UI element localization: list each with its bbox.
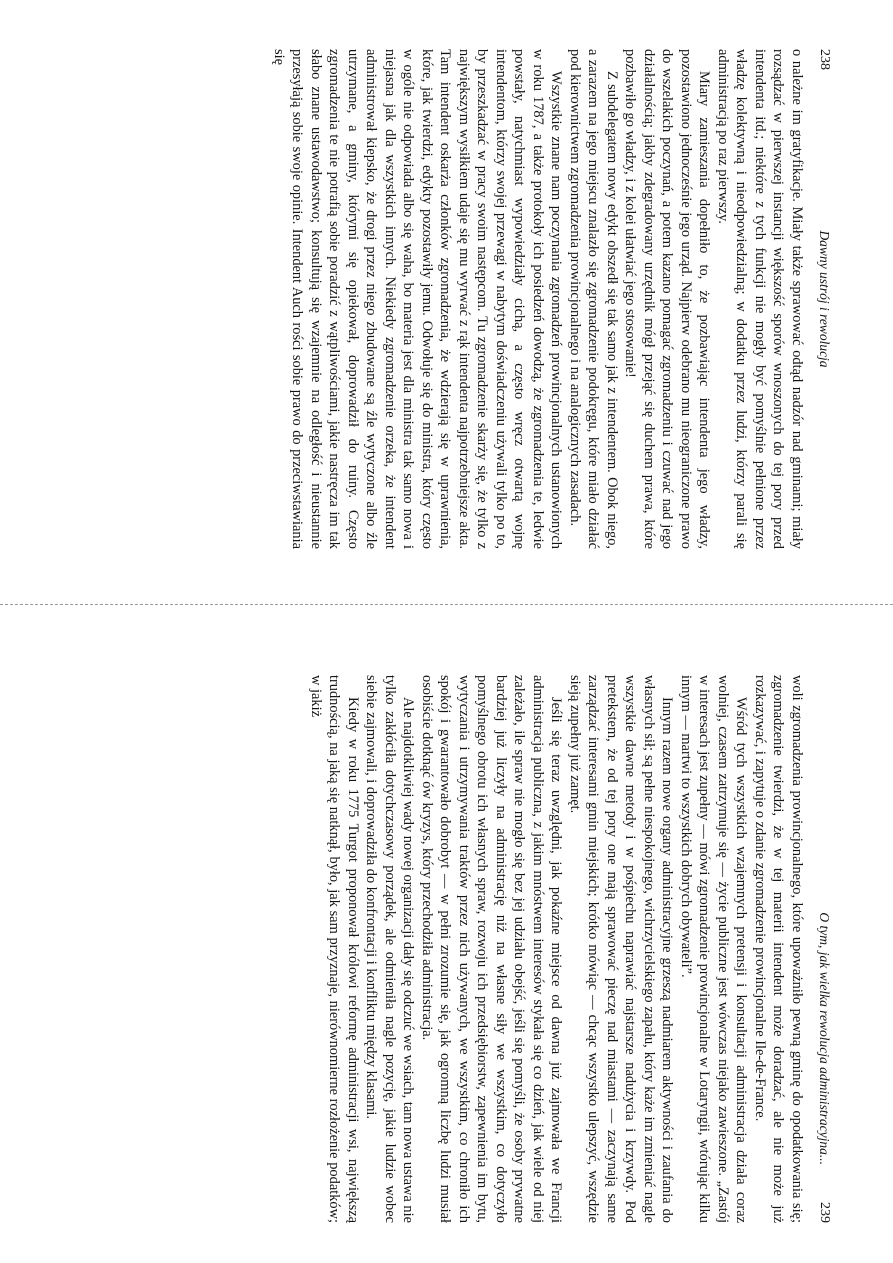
right-running-title: O tym, jak wielka rewolucja administracyjna... — [817, 912, 832, 1165]
right-page — [84, 675, 836, 1223]
page-gutter-line — [0, 604, 893, 605]
left-page-body — [270, 49, 807, 549]
paragraph: Kiedy w roku 1775 Turgot proponował królowi reformę administracji wsi, największą trudnością, na jaką się natknął, było, jak sam przyznaje, nierównomierne rozłożenie podatków; w jakiż — [308, 675, 361, 1223]
right-page-header — [806, 675, 836, 1223]
paragraph: o należne im gratyfikacje. Miały także sprawować odtąd nadzór nad gminami; miały rozsądzać w pierwszej instancji większość sporów wnoszonych do tej pory przed intendenta itd.; niektóre z tych funkcji nie mogły być pomyślnie pełnione przez władzę kolektywną i nieodpowiedzialną; w dodatku przez ludzi, którzy parali się administracją po raz pierwszy. — [715, 49, 805, 549]
paragraph: Wśród tych wszystkich wzajemnych pretensji i konsultacji administracja działa coraz wolniej, czasem zatrzymuje się — życie publiczne jest wówczas niejako zawieszone. „Zastój w interesach jest zupełny — mówi zgromadzenie prowincjonalne w Lotaryngii, wtórując kilku innym — martwi to wszystkich dobrych obywateli”. — [678, 675, 750, 1223]
paragraph: Jeśli się teraz uwzględni, jak pokaźne miejsce od dawna już zajmowała we Francji administracja publiczna, z jakim mnóstwem interesów stykała się co dzień, jak wiele od niej zależało, ile spraw nie mogło się bez jej udziału obejść, jeśli się pomyśli, że osoby prywatne bardziej już liczyły na administrację niż na własne siły we wszystkim, co dotyczyło pomyślnego obrotu ich własnych spraw, rozwoju ich przedsiębiorstw, zapewnienia im bytu, wytyczania i utrzymywania traktów przez nich używanych, we wszystkim, co chroniło ich spokój i gwarantowało dobrobyt — w pełni zrozumie się, jak ogromną liczbę ludzi musiał osobiście dotknąć ów kryzys, który przechodziła administracja. — [419, 675, 565, 1223]
paragraph: Z subdelegatem nowy edykt obszedł się tak samo jak z intendentem. Obok niego, a zarazem na jego miejscu znalazło się zgromadzenie podokręgu, które miało działać pod kierownictwem zgromadzenia prowincjonalnego i na analogicznych zasadach. — [567, 49, 620, 549]
paragraph: Miary zamieszania dopełniło to, że pozbawiając intendenta jego władzy, pozostawiono jednocześnie jego urząd. Najpierw odebrano mu nieograniczone prawo do wszelakich poczynań, a potem kazano pomagać zgromadzeniu i czuwać nad jego działalnością; jakby zdegradowany urzędnik mógł przejąć się duchem prawa, które pozbawiło go władzy, i z kolei ułatwiać jego stosowanie! — [622, 49, 713, 549]
paragraph: woli zgromadzenia prowincjonalnego, które upoważniło pewną gminę do opodatkowania się; zgromadzenie twierdzi, że w tej materii intendent może doradzać, ale nie może już rozkazywać, i zapytuje o zdanie zgromadzenie prowincjonalne Ile-de-France. — [752, 675, 805, 1223]
right-page-number: 239 — [817, 1202, 832, 1223]
right-page-body — [307, 675, 807, 1223]
left-page-number: 238 — [817, 49, 832, 70]
paragraph: Innym razem nowe organy administracyjne grzeszą nadmiarem aktywności i zaufania do własnych sił; są pełne niespokojnego, wichrzycielskiego zapału, który każe im zmieniać nagle wszystkie dawne metody i w pośpiechu naprawiać najstarsze nadużycia i krzywdy. Pod pretekstem, że od tej pory one mają sprawować pieczę nad miastami — zaczynają same zarządzać interesami gmin miejskich; krótko mówiąc — chcąc wszystko ulepszyć, wszędzie sieją zupełny już zamęt. — [567, 675, 676, 1223]
left-page — [84, 49, 836, 549]
left-page-header — [806, 49, 836, 549]
paragraph: Wszystkie znane nam poczynania zgromadzeń prowincjonalnych ustanowionych w roku 1787, a także protokoły ich posiedzeń dowodzą, że zgromadzenia te, ledwie powstały, natychmiast wypowiedziały cichą, a często wręcz otwartą wojnę intendentom, którzy swojej przewagi w nabytym doświadczeniu używali tylko po to, by przeszkadzać w pracy swoim następcom. Tu zgromadzenie skarży się, że tylko z największym wysiłkiem udaje się mu wyrwać z rąk intendenta najpotrzebniejsze akta. Tam intendent oskarża członków zgromadzenia, że wdzierają się w uprawnienia, które, jak twierdzi, edykty pozostawiły jemu. Odwołuje się do ministra, który często w ogóle nie odpowiada albo się waha, bo materia jest dla ministra tak samo nowa i niejasna jak dla wszystkich innych. Niekiedy zgromadzenie orzeka, że intendent administrował kiepsko, że drogi przez niego zbudowane są źle wytyczone albo źle utrzymane, a gminy, którymi się opiekował, doprowadził do ruiny. Często zgromadzenia te nie potrafią sobie poradzić z wątpliwościami, jakie nastręcza im tak słabo znane ustawodawstwo; konsultują się wzajemnie na odległość i nieustannie przesyłają sobie swoje opinie. Intendent Auch rości sobie prawo do przeciwstawiania się — [271, 49, 565, 549]
paragraph: Ale najdotkliwiej wady nowej organizacji dały się odczuć we wsiach, tam nowa ustawa nie tylko zakłóciła dotychczasowy porządek, ale odmieniła nagle pozycję, jakie ludzie wobec siebie zajmowali, i doprowadziła do konfrontacji i konfliktu między klasami. — [363, 675, 417, 1223]
left-running-title: Dawny ustrój i rewolucja — [817, 230, 832, 368]
